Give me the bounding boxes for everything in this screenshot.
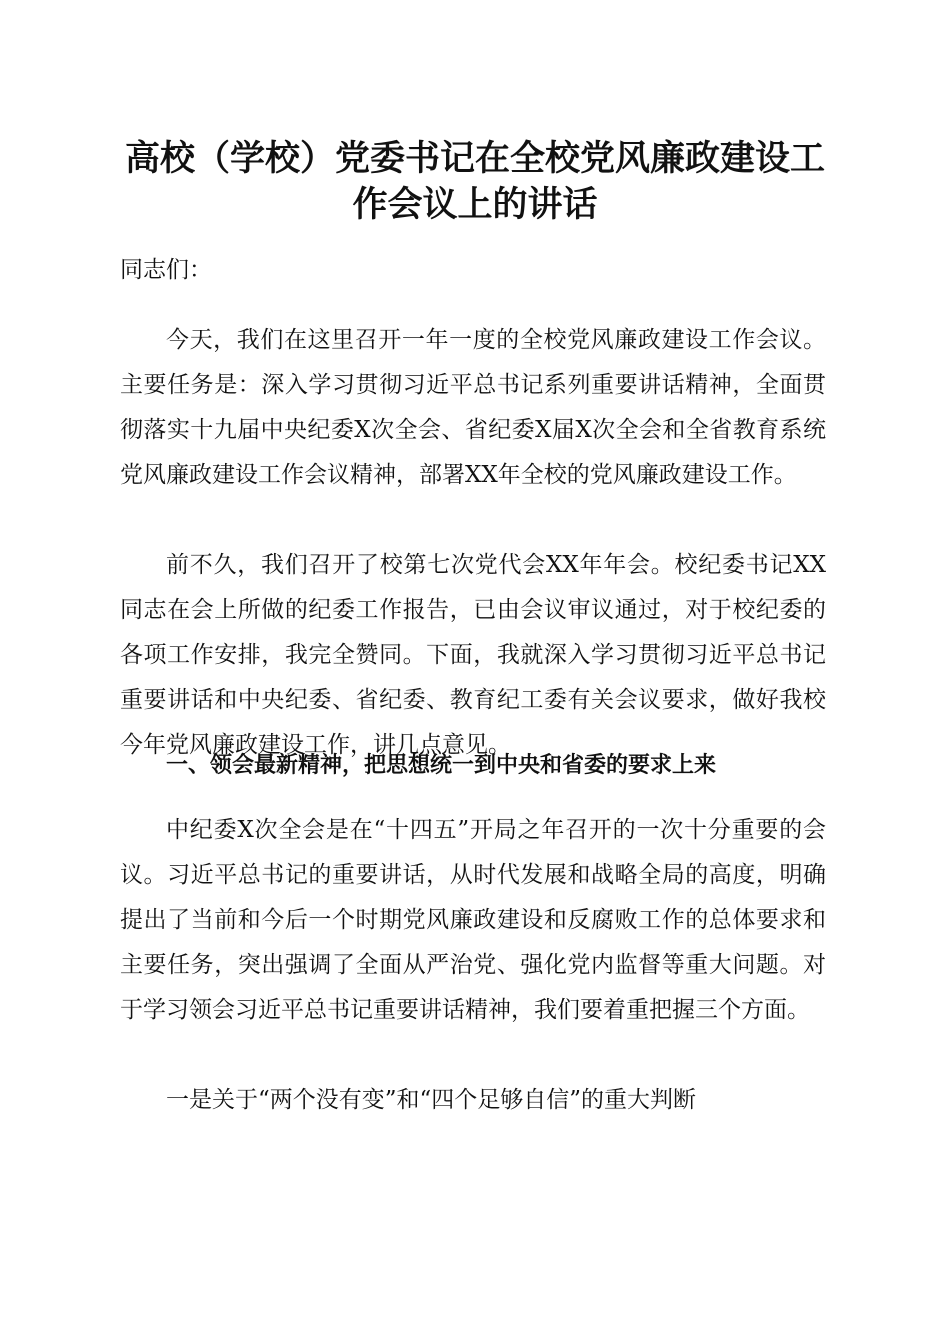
section-heading: 一、领会最新精神，把思想统一到中央和省委的要求上来 [166,753,717,778]
title-line-1: 高校（学校）党委书记在全校党风廉政建设工 [124,138,825,179]
sub-point: 一是关于“两个没有变”和“四个足够自信”的重大判断 [166,1087,697,1113]
document-title [110,136,840,228]
paragraph-2: 前不久，我们召开了校第七次党代会XX年年会。校纪委书记XX同志在会上所做的纪委工作报告，已由会议审议通过，对于校纪委的各项工作安排，我完全赞同。下面，我就深入学习贯彻习近平总书记重要讲话和中央纪委、省纪委、教育纪工委有关会议要求，做好我校今年党风廉政建设工作，讲几点意见。 [120,552,826,758]
section-paragraph: 中纪委X次全会是在“十四五”开局之年召开的一次十分重要的会议。习近平总书记的重要讲话，从时代发展和战略全局的高度，明确提出了当前和今后一个时期党风廉政建设和反腐败工作的总体要求和主要任务，突出强调了全面从严治党、强化党内监督等重大问题。对于学习领会习近平总书记重要讲话精神，我们要着重把握三个方面。 [120,817,826,1023]
paragraph-1: 今天，我们在这里召开一年一度的全校党风廉政建设工作会议。主要任务是：深入学习贯彻习近平总书记系列重要讲话精神，全面贯彻落实十九届中央纪委X次全会、省纪委X届X次全会和全省教育系统党风廉政建设工作会议精神，部署XX年全校的党风廉政建设工作。 [120,327,826,488]
title-line-2: 作会议上的讲话 [352,184,598,225]
salutation: 同志们： [120,257,212,283]
